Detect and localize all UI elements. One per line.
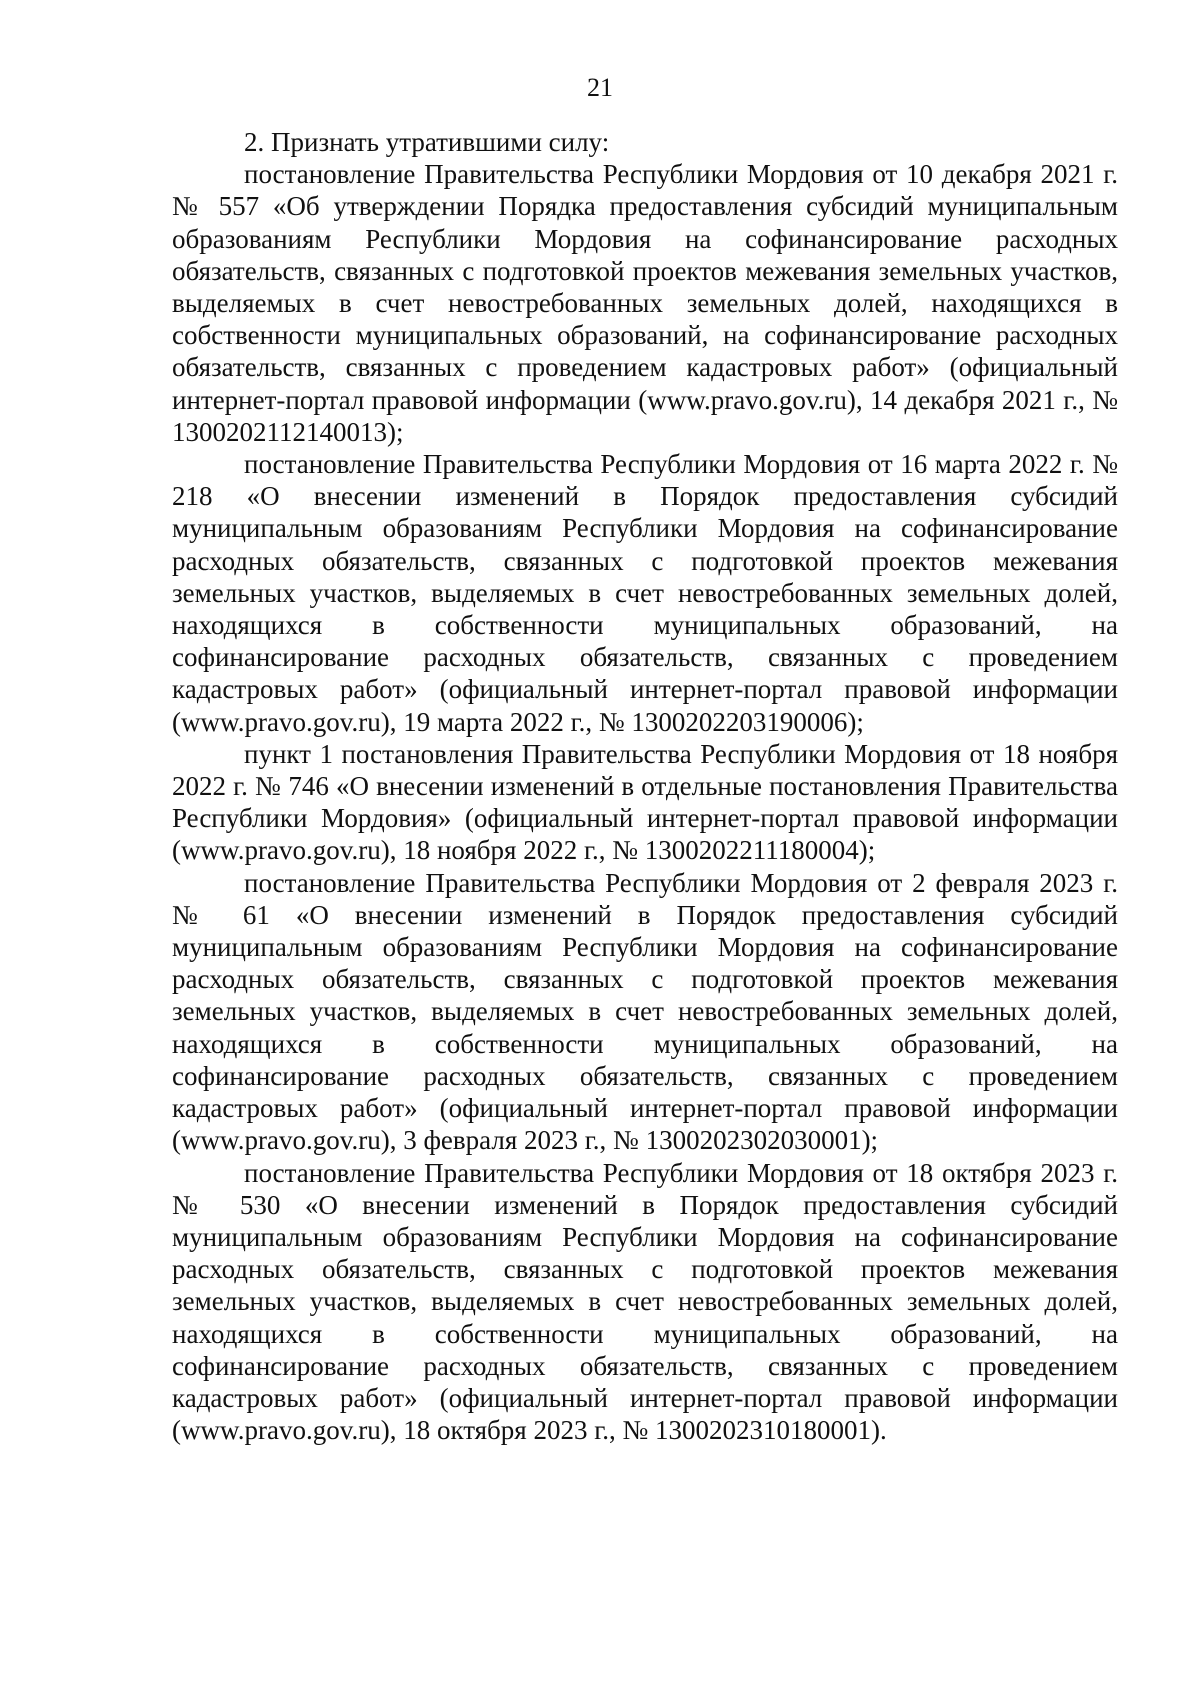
page-number: 21: [587, 73, 613, 102]
paragraph-resolution-530: постановление Правительства Республики Мордовия от 18 октября 2023 г. № 530 «О внесении изменений в Порядок предоставления субсидий муниципальным образованиям Республики Мордовия на софинансирование расходных обязательств, связанных с подготовкой проектов межевания земельных участков, выделяемых в счет невостребованных земельных долей, находящихся в собственности муниципальных образований, на софинансирование расходных обязательств, связанных с проведением кадастровых работ» (официальный интернет-портал правовой информации (www.pravo.gov.ru), 18 октября 2023 г., № 1300202310180001).: [172, 1157, 1118, 1446]
paragraph-resolution-557: постановление Правительства Республики Мордовия от 10 декабря 2021 г. № 557 «Об утверждении Порядка предоставления субсидий муниципальным образованиям Республики Мордовия на софинансирование расходных обязательств, связанных с подготовкой проектов межевания земельных участков, выделяемых в счет невостребованных земельных долей, находящихся в собственности муниципальных образований, на софинансирование расходных обязательств, связанных с проведением кадастровых работ» (официальный интернет-портал правовой информации (www.pravo.gov.ru), 14 декабря 2021 г., № 1300202112140013);: [172, 159, 1118, 447]
paragraph-repeal-heading: 2. Признать утратившими силу:: [244, 127, 610, 157]
paragraph-resolution-218: постановление Правительства Республики Мордовия от 16 марта 2022 г. № 218 «О внесении изменений в Порядок предоставления субсидий муниципальным образованиям Республики Мордовия на софинансирование расходных обязательств, связанных с подготовкой проектов межевания земельных участков, выделяемых в счет невостребованных земельных долей, находящихся в собственности муниципальных образований, на софинансирование расходных обязательств, связанных с проведением кадастровых работ» (официальный интернет-портал правовой информации (www.pravo.gov.ru), 19 марта 2022 г., № 1300202203190006);: [172, 449, 1118, 737]
paragraph-resolution-746: пункт 1 постановления Правительства Республики Мордовия от 18 ноября 2022 г. № 746 «О внесении изменений в отдельные постановления Правительства Республики Мордовия» (официальный интернет-портал правовой информации (www.pravo.gov.ru), 18 ноября 2022 г., № 1300202211180004);: [172, 738, 1118, 866]
paragraph-resolution-61: постановление Правительства Республики Мордовия от 2 февраля 2023 г. № 61 «О внесении изменений в Порядок предоставления субсидий муниципальным образованиям Республики Мордовия на софинансирование расходных обязательств, связанных с подготовкой проектов межевания земельных участков, выделяемых в счет невостребованных земельных долей, находящихся в собственности муниципальных образований, на софинансирование расходных обязательств, связанных с проведением кадастровых работ» (официальный интернет-портал правовой информации (www.pravo.gov.ru), 3 февраля 2023 г., № 1300202302030001);: [172, 867, 1118, 1156]
document-body: [172, 126, 1118, 1446]
